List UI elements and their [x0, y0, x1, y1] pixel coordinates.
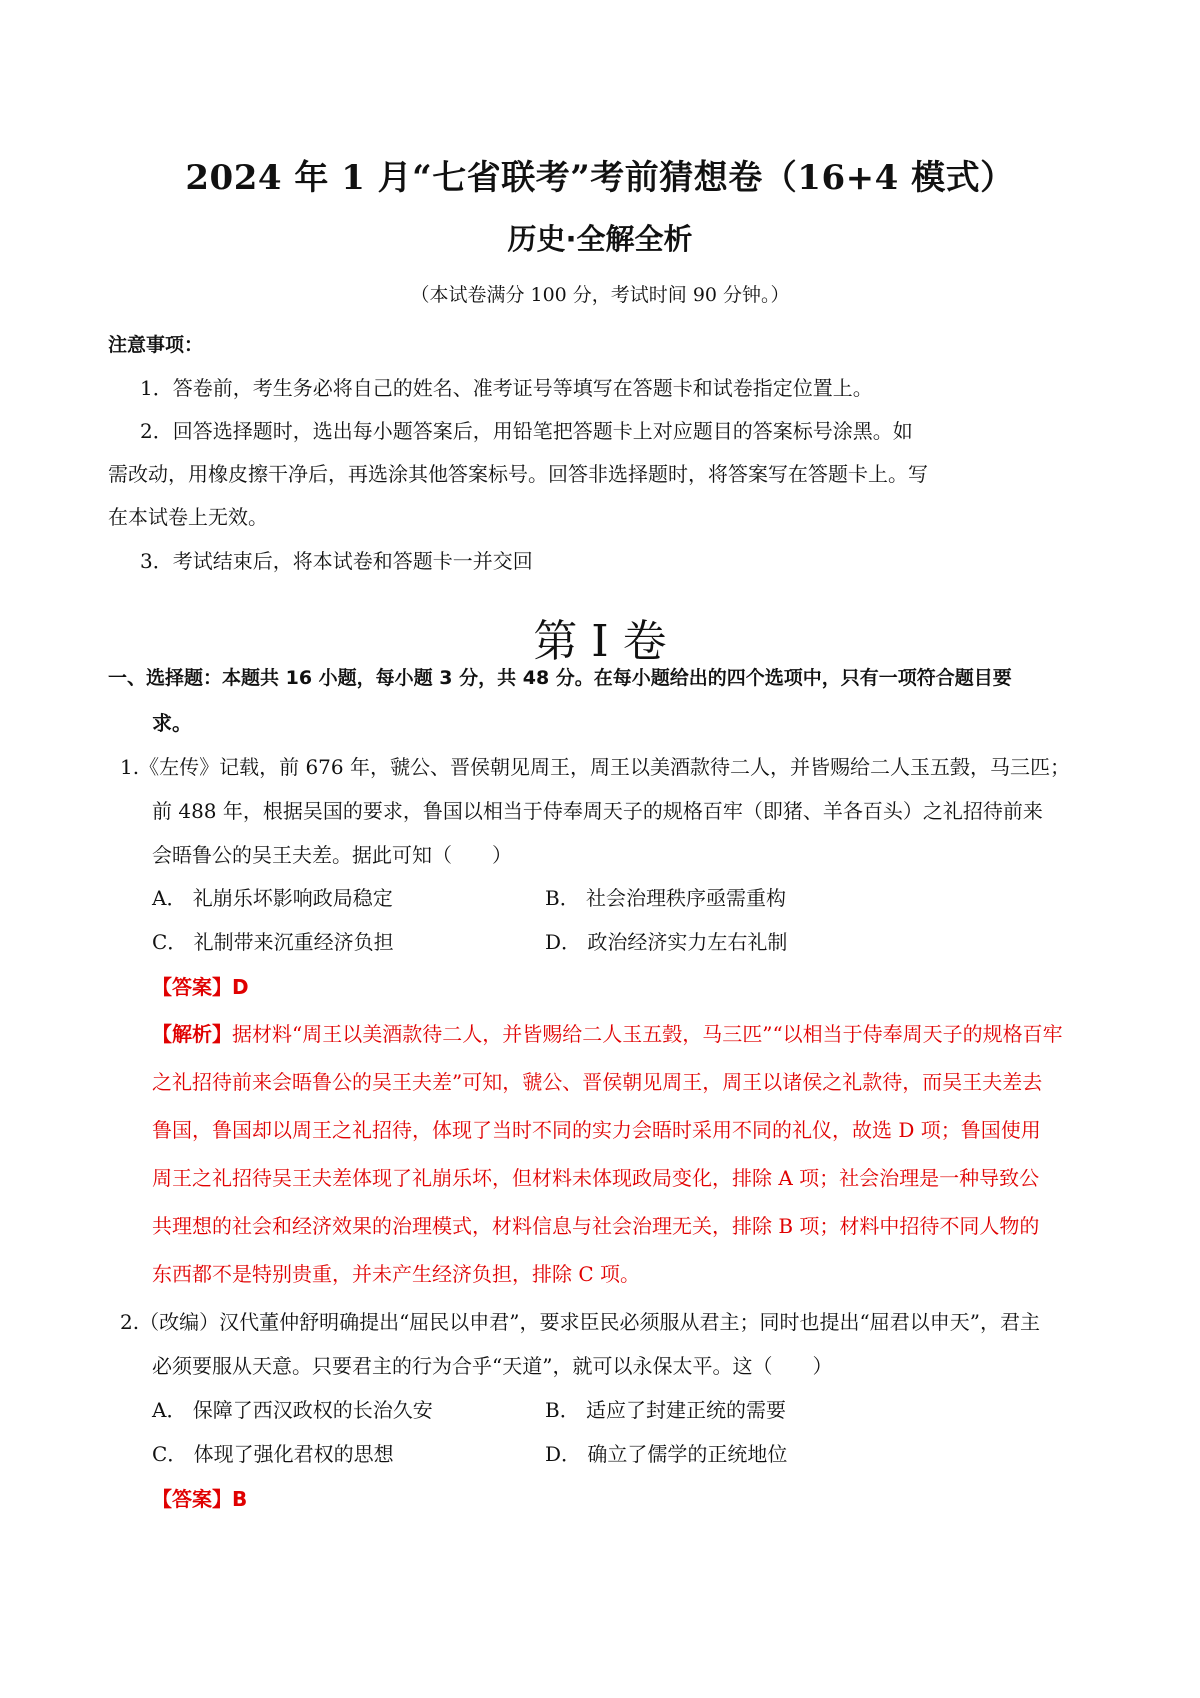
- note-item-2-line-1: 2．回答选择题时，选出每小题答案后，用铅笔把答题卡上对应题目的答案标号涂黑。如: [140, 419, 913, 443]
- q1-option-d[interactable]: D． 政治经济实力左右礼制: [545, 930, 788, 954]
- q1-stem-line-3: 会晤鲁公的吴王夫差。据此可知（ ）: [152, 843, 512, 867]
- note-item-3: 3．考试结束后，将本试卷和答题卡一并交回: [140, 549, 533, 573]
- q1-analysis-line-4: 周王之礼招待吴王夫差体现了礼崩乐坏，但材料未体现政局变化，排除 A 项；社会治理是一种导致公: [152, 1166, 1040, 1190]
- q1-answer-value: D: [232, 975, 249, 999]
- q2-stem-line-1: 2.（改编）汉代董仲舒明确提出“屈民以申君”，要求臣民必须服从君主；同时也提出“屈君以申天”，君主: [120, 1310, 1040, 1334]
- q1-answer-label: 【答案】: [152, 975, 232, 999]
- q1-option-c[interactable]: C． 礼制带来沉重经济负担: [152, 930, 394, 954]
- q1-analysis-line-6: 东西都不是特别贵重，并未产生经济负担，排除 C 项。: [152, 1262, 641, 1286]
- page-title: 2024 年 1 月“七省联考”考前猜想卷（16+4 模式）: [185, 158, 1015, 198]
- section-heading: 第 I 卷: [533, 616, 667, 667]
- q1-analysis-line-1: [152, 1018, 1063, 1047]
- q2-stem-line-2: 必须要服从天意。只要君主的行为合乎“天道”，就可以永保太平。这（ ）: [152, 1354, 833, 1378]
- q1-option-a[interactable]: A． 礼崩乐坏影响政局稳定: [152, 886, 393, 910]
- note-item-2-line-2: 需改动，用橡皮擦干净后，再选涂其他答案标号。回答非选择题时，将答案写在答题卡上。写: [108, 462, 928, 486]
- q2-answer-value: B: [232, 1487, 248, 1511]
- note-item-2-line-3: 在本试卷上无效。: [108, 505, 268, 529]
- q2-answer: [152, 1483, 247, 1512]
- q1-answer: [152, 971, 249, 1000]
- q2-option-d[interactable]: D． 确立了儒学的正统地位: [545, 1442, 788, 1466]
- exam-info: （本试卷满分 100 分，考试时间 90 分钟。）: [410, 284, 790, 306]
- section-instruction-line-2: 求。: [152, 711, 192, 735]
- q1-analysis-line-2: 之礼招待前来会晤鲁公的吴王夫差”可知，虢公、晋侯朝见周王，周王以诸侯之礼款待，而吴王夫差去: [152, 1070, 1043, 1094]
- q1-analysis-text-1: 据材料“周王以美酒款待二人，并皆赐给二人玉五瑴，马三匹”“以相当于侍奉周天子的规格百牢: [232, 1022, 1063, 1046]
- q2-option-b[interactable]: B． 适应了封建正统的需要: [545, 1398, 787, 1422]
- q2-option-a[interactable]: A． 保障了西汉政权的长治久安: [152, 1398, 433, 1422]
- page-subtitle: 历史·全解全析: [507, 222, 693, 256]
- notes-heading: 注意事项：: [108, 334, 204, 356]
- q2-answer-label: 【答案】: [152, 1487, 232, 1511]
- q1-stem-line-1: 1.《左传》记载，前 676 年，虢公、晋侯朝见周王，周王以美酒款待二人，并皆赐给二人玉五瑴，马三匹；: [120, 755, 1070, 779]
- section-instruction-line-1: 一、选择题：本题共 16 小题，每小题 3 分，共 48 分。在每小题给出的四个选项中，只有一项符合题目要: [108, 667, 1012, 689]
- note-item-1: 1．答卷前，考生务必将自己的姓名、准考证号等填写在答题卡和试卷指定位置上。: [140, 376, 873, 400]
- q1-option-b[interactable]: B． 社会治理秩序亟需重构: [545, 886, 787, 910]
- q1-analysis-line-5: 共理想的社会和经济效果的治理模式，材料信息与社会治理无关，排除 B 项；材料中招待不同人物的: [152, 1214, 1040, 1238]
- q2-option-c[interactable]: C． 体现了强化君权的思想: [152, 1442, 394, 1466]
- q1-stem-line-2: 前 488 年，根据吴国的要求，鲁国以相当于侍奉周天子的规格百牢（即猪、羊各百头）之礼招待前来: [152, 799, 1043, 823]
- q1-analysis-line-3: 鲁国，鲁国却以周王之礼招待，体现了当时不同的实力会晤时采用不同的礼仪，故选 D 项；鲁国使用: [152, 1118, 1041, 1142]
- q1-analysis-label: 【解析】: [152, 1022, 232, 1046]
